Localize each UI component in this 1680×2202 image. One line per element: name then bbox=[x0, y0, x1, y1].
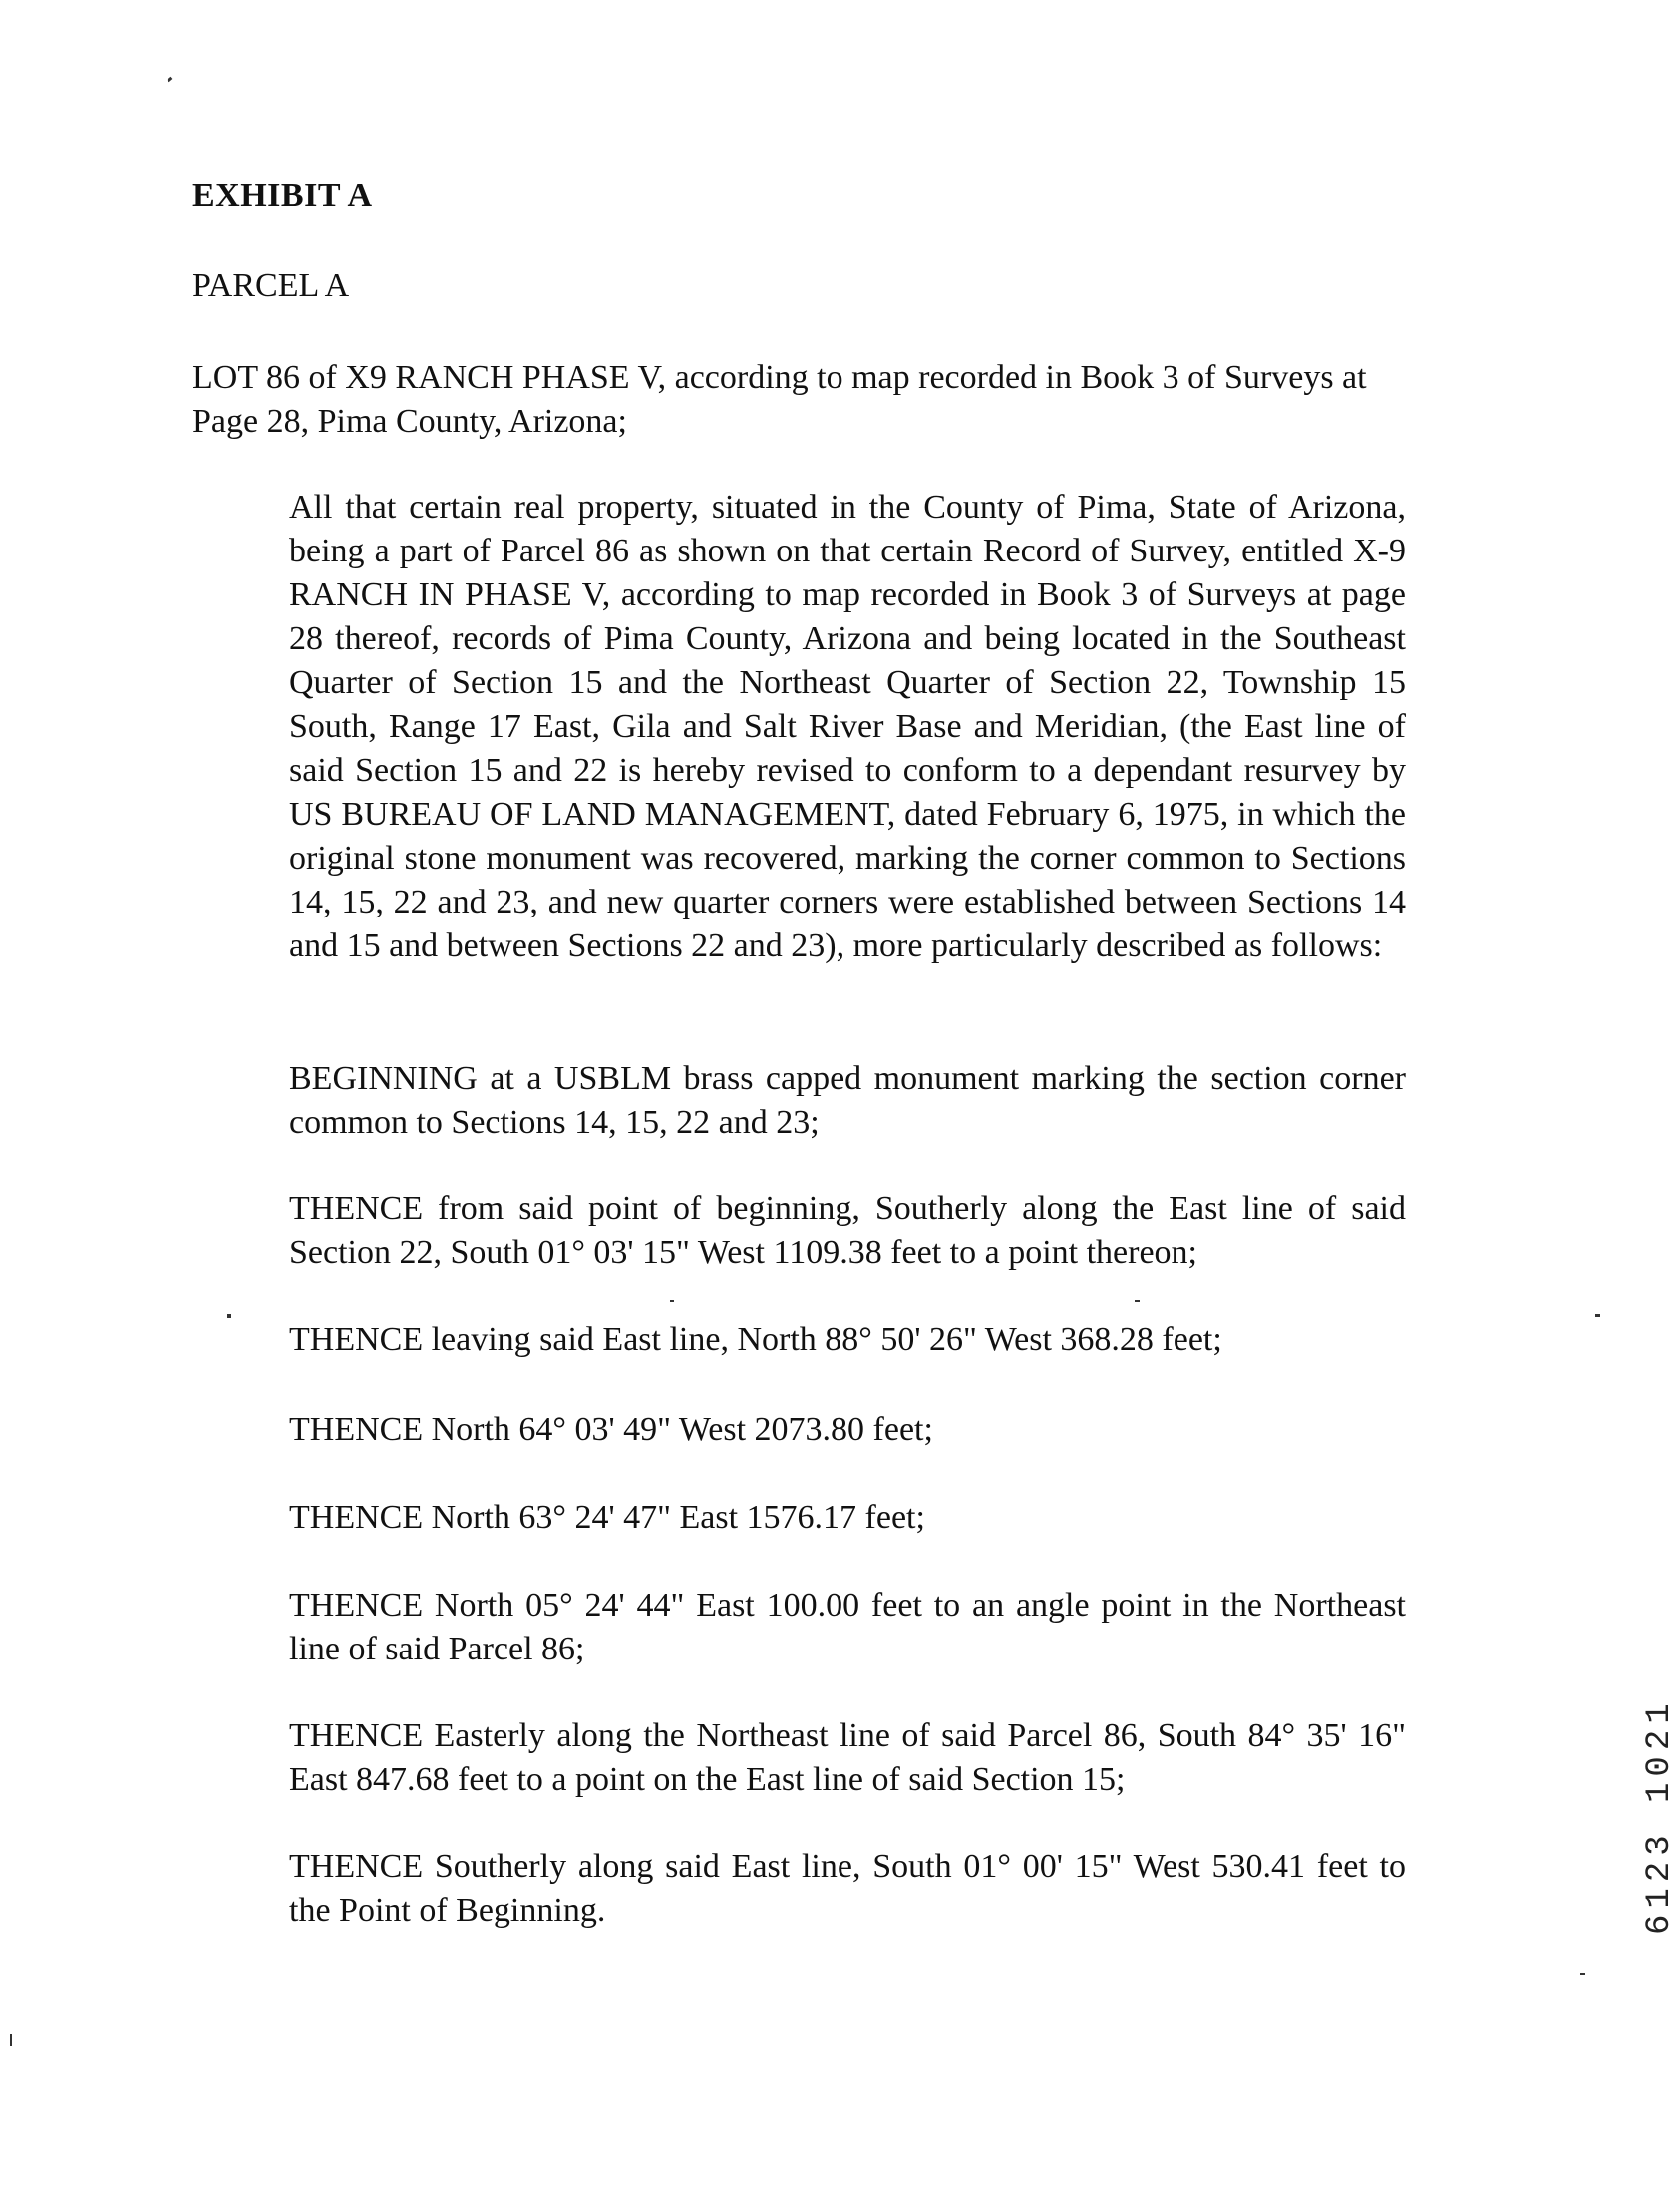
recording-stamp-number: 6123 1021 bbox=[1641, 1697, 1679, 1935]
parcel-heading: PARCEL A bbox=[192, 267, 350, 304]
scan-speck bbox=[1135, 1300, 1140, 1302]
lot-reference-line-1: LOT 86 of X9 RANCH PHASE V, according to map recorded in Book 3 of Surveys at bbox=[192, 359, 1367, 396]
legal-description-paragraph: All that certain real property, situated in the County of Pima, State of Arizona, being a part of Parcel 86 as shown on that certain Record of Survey, entitled X-9 RANCH IN PHASE V, according to map recorded in Book 3 of Surveys at page 28 thereof, records of Pima County, Arizona and being located in the Southeast Quarter of Section 15 and the Northeast Quarter of Section 22, Township 15 South, Range 17 East, Gila and Salt River Base and Meridian, (the East line of said Section 15 and 22 is hereby revised to conform to a dependant resurvey by US BUREAU OF LAND MANAGEMENT, dated February 6, 1975, in which the original stone monument was recovered, marking the corner common to Sections 14, 15, 22 and 23, and new quarter corners were established between Sections 14 and 15 and between Sections 22 and 23), more particularly described as follows: bbox=[289, 489, 1406, 964]
scan-speck bbox=[1595, 1314, 1600, 1317]
scan-speck bbox=[10, 2034, 12, 2046]
clause-thence-3: THENCE North 64° 03' 49" West 2073.80 feet; bbox=[289, 1411, 933, 1448]
clause-thence-2: THENCE leaving said East line, North 88° 50' 26" West 368.28 feet; bbox=[289, 1321, 1222, 1358]
clause-thence-6: THENCE Easterly along the Northeast line of said Parcel 86, South 84° 35' 16" East 847.68 feet to a point on the East line of said Section 15; bbox=[289, 1717, 1406, 1798]
clause-thence-4: THENCE North 63° 24' 47" East 1576.17 feet; bbox=[289, 1499, 925, 1536]
clause-thence-7: THENCE Southerly along said East line, South 01° 00' 15" West 530.41 feet to the Point of Beginning. bbox=[289, 1848, 1406, 1929]
scan-speck bbox=[168, 77, 173, 83]
scan-speck bbox=[227, 1314, 231, 1318]
recording-stamp bbox=[1607, 1576, 1679, 1935]
lot-reference-line-2: Page 28, Pima County, Arizona; bbox=[192, 403, 627, 440]
clause-beginning: BEGINNING at a USBLM brass capped monument marking the section corner common to Sections 14, 15, 22 and 23; bbox=[289, 1060, 1406, 1141]
clause-thence-1: THENCE from said point of beginning, Southerly along the East line of said Section 22, South 01° 03' 15" West 1109.38 feet to a point thereon; bbox=[289, 1190, 1406, 1271]
exhibit-title: EXHIBIT A bbox=[192, 178, 373, 214]
scan-speck bbox=[1580, 1973, 1585, 1975]
lot-reference bbox=[192, 356, 1518, 444]
scan-speck bbox=[670, 1300, 674, 1302]
clause-thence-5: THENCE North 05° 24' 44" East 100.00 feet to an angle point in the Northeast line of said Parcel 86; bbox=[289, 1587, 1406, 1667]
